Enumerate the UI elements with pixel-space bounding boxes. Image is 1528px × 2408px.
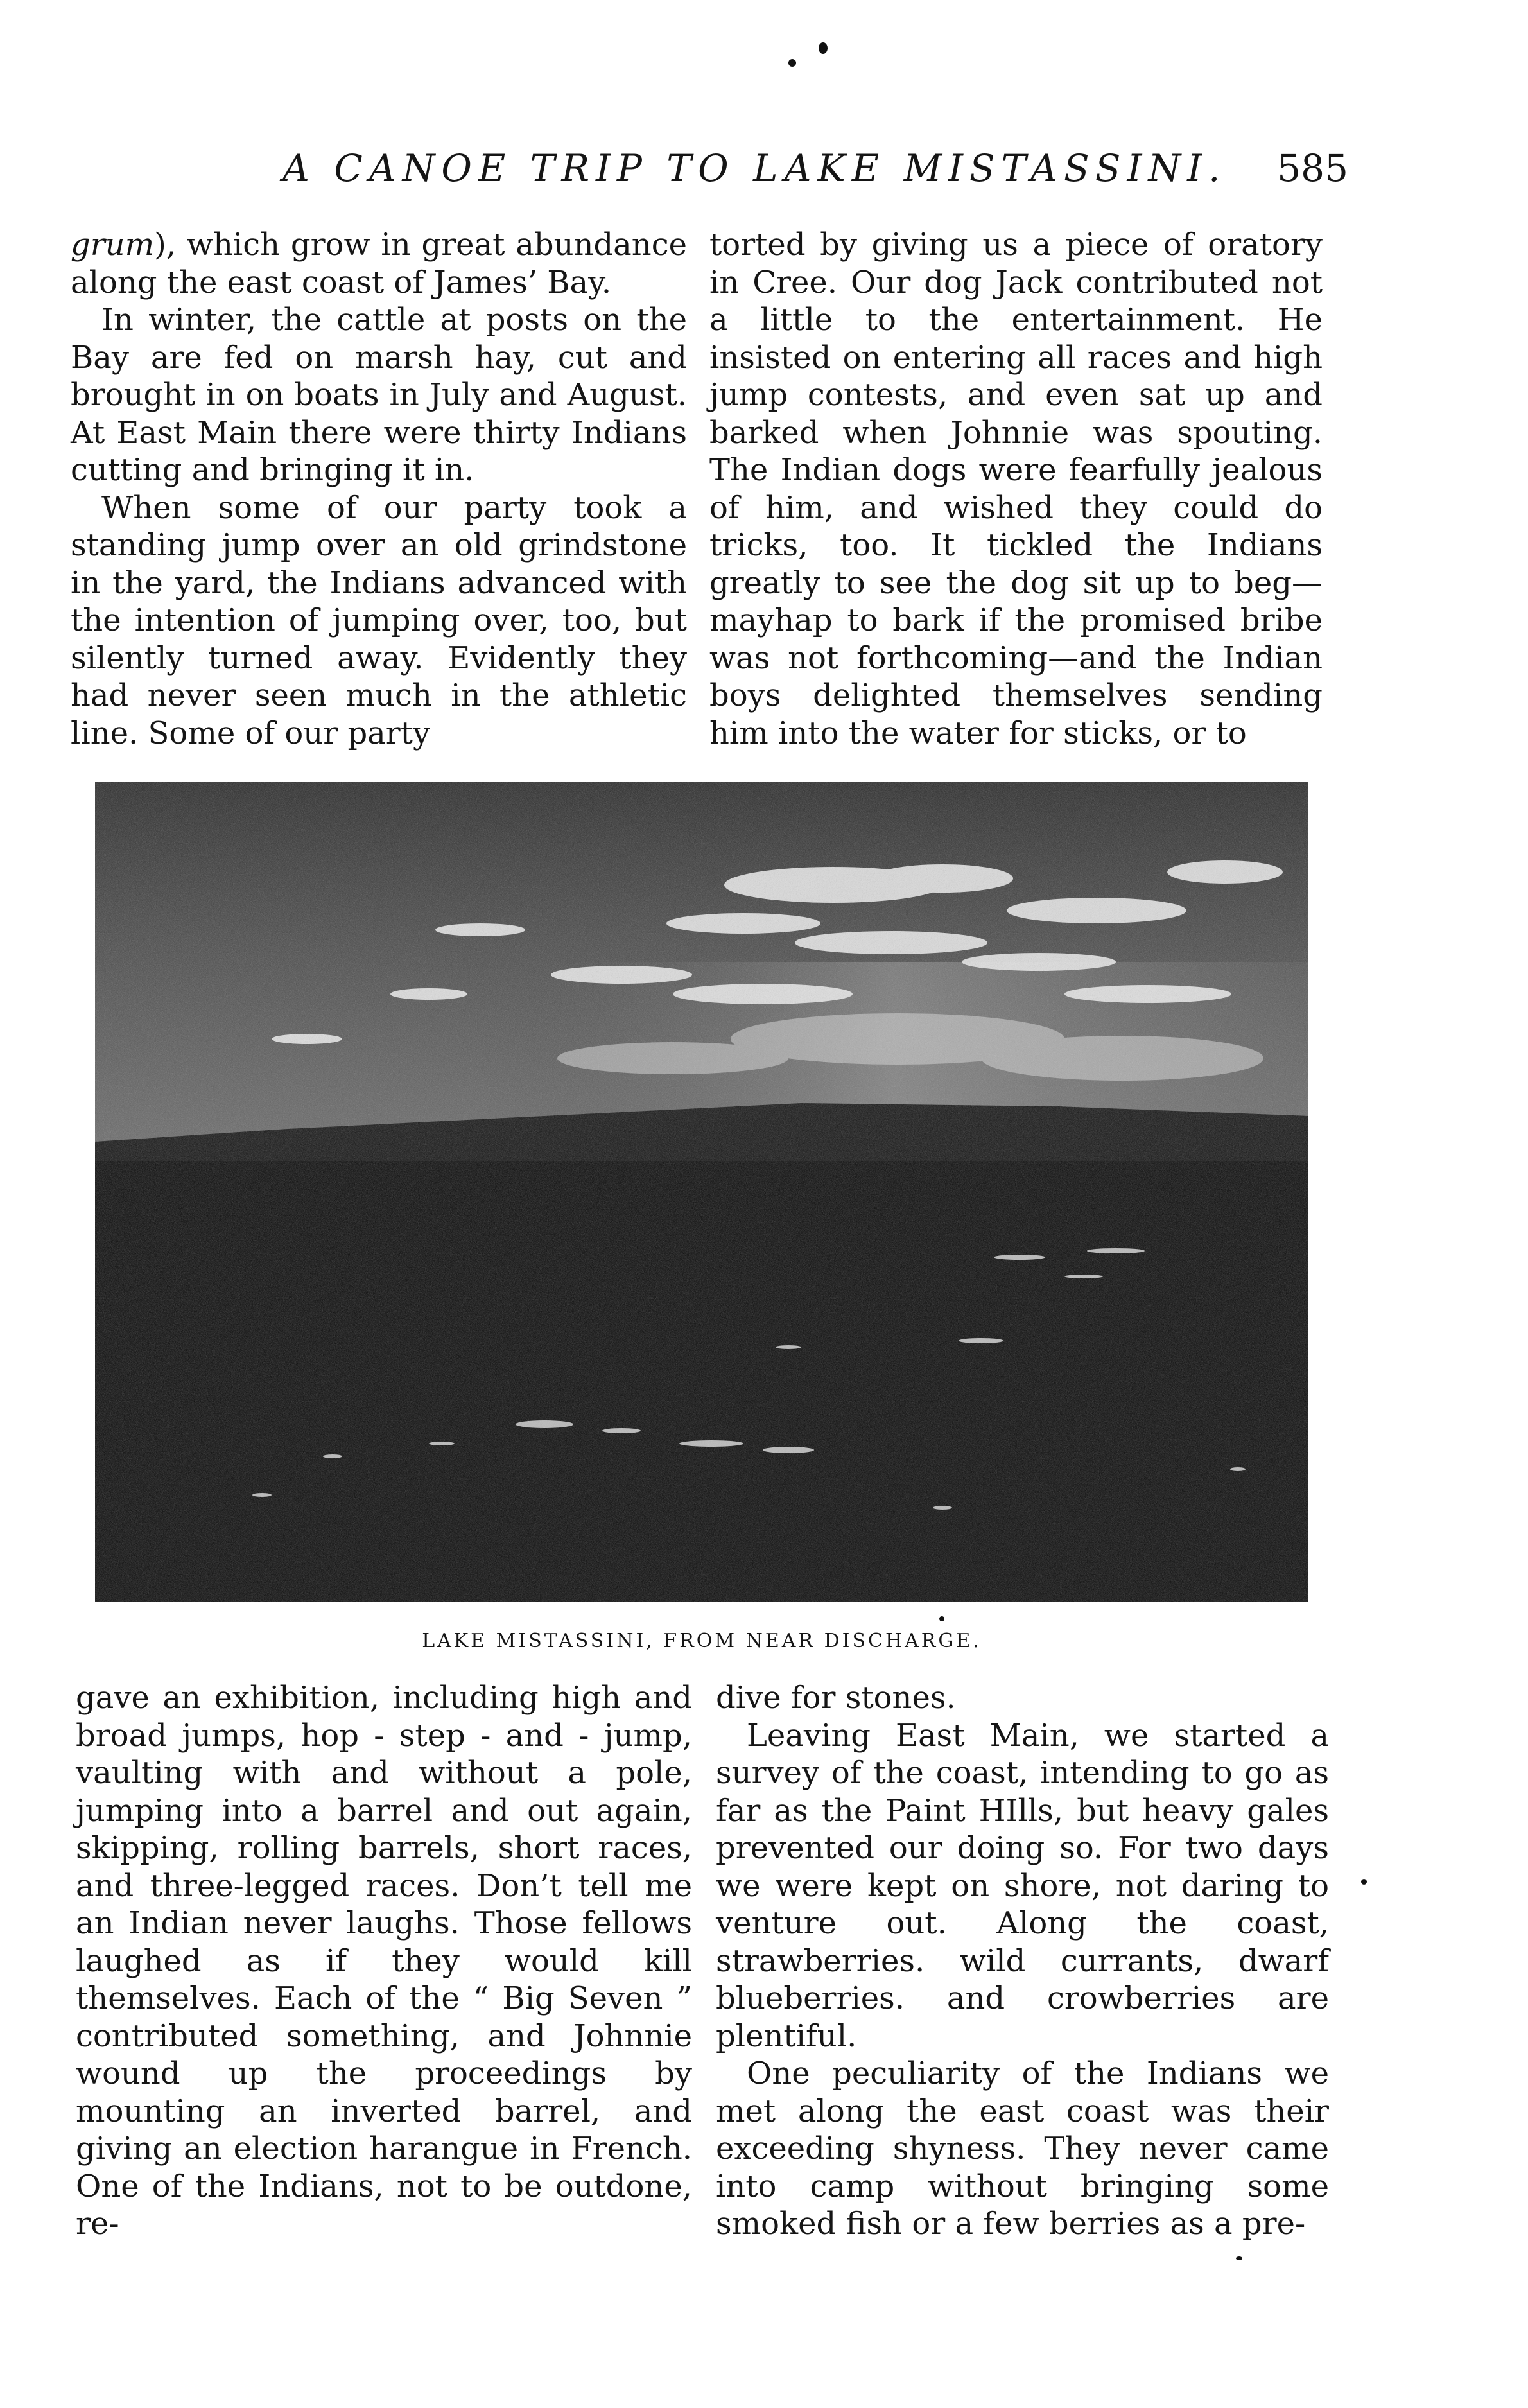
paragraph: gave an exhibition, including high and broad jumps, hop - step - and - jump, vaulting with and without a pole, jumping into a barrel and out again, skipping, rolling barrels, short races, and three-legged races. Don’t tell me an Indian never laughs. Those fellows laughed as if they would kill themselves. Each of the “ Big Seven ” contributed something, and Johnnie wound up the proceedings by mounting an inverted barrel, and giving an election harangue in French. One of the Indians, not to be outdone, re- xyxy=(76,1680,692,2242)
printing-speck xyxy=(939,1616,944,1621)
page-number: 585 xyxy=(1277,146,1348,190)
printing-speck xyxy=(788,59,796,67)
printing-speck xyxy=(1236,2256,1242,2260)
paragraph: In winter, the cattle at posts on the Bay are fed on marsh hay, cut and brought in on boats in July and August. At East Main there were thirty Indians cutting and bringing it in. xyxy=(71,302,687,488)
left-column-top xyxy=(71,226,687,752)
running-title: A CANOE TRIP TO LAKE MISTASSINI. xyxy=(282,146,1227,190)
italic-word: grum xyxy=(71,227,155,263)
page-header xyxy=(64,146,1348,191)
paragraph: When some of our party took a standing jump over an old grindstone in the yard, the Indians advanced with the intention of jumping over, too, but silently turned away. Evidently they had never seen much in the athletic line. Some of our party xyxy=(71,489,687,751)
paragraph: One peculiarity of the Indians we met along the east coast was their exceeding shyness. They never came into camp without bringing some smoked fish or a few berries as a pre- xyxy=(716,2055,1329,2242)
right-column-top xyxy=(709,226,1323,752)
paragraph xyxy=(71,226,687,301)
lake-photograph xyxy=(95,782,1308,1602)
paragraph: Leaving East Main, we started a survey of the coast, intending to go as far as the Paint HIlls, but heavy gales prevented our doing so. For two days we were kept on shore, not daring to venture out. Along the coast, strawberries. wild currants, dwarf blueberries. and crowberries are plentiful. xyxy=(716,1717,1329,2054)
printing-speck xyxy=(819,42,828,54)
printing-speck xyxy=(1361,1879,1367,1885)
left-column-bottom xyxy=(76,1679,692,2243)
figure-caption: LAKE MISTASSINI, FROM NEAR DISCHARGE. xyxy=(422,1630,982,1652)
paragraph-text: ), which grow in great abundance along the east coast of James’ Bay. xyxy=(71,227,687,301)
lake-photograph-image xyxy=(95,782,1308,1602)
paragraph: dive for stones. xyxy=(716,1680,956,1716)
paragraph: torted by giving us a piece of oratory in Cree. Our dog Jack contributed not a little to the entertainment. He insisted on entering all races and high jump contests, and even sat up and barked when Johnnie was spouting. The Indian dogs were fearfully jealous of him, and wished they could do tricks, too. It tickled the Indians greatly to see the dog sit up to beg—mayhap to bark if the promised bribe was not forthcoming—and the Indian boys delighted themselves sending him into the water for sticks, or to xyxy=(709,227,1323,751)
right-column-bottom xyxy=(716,1679,1329,2243)
